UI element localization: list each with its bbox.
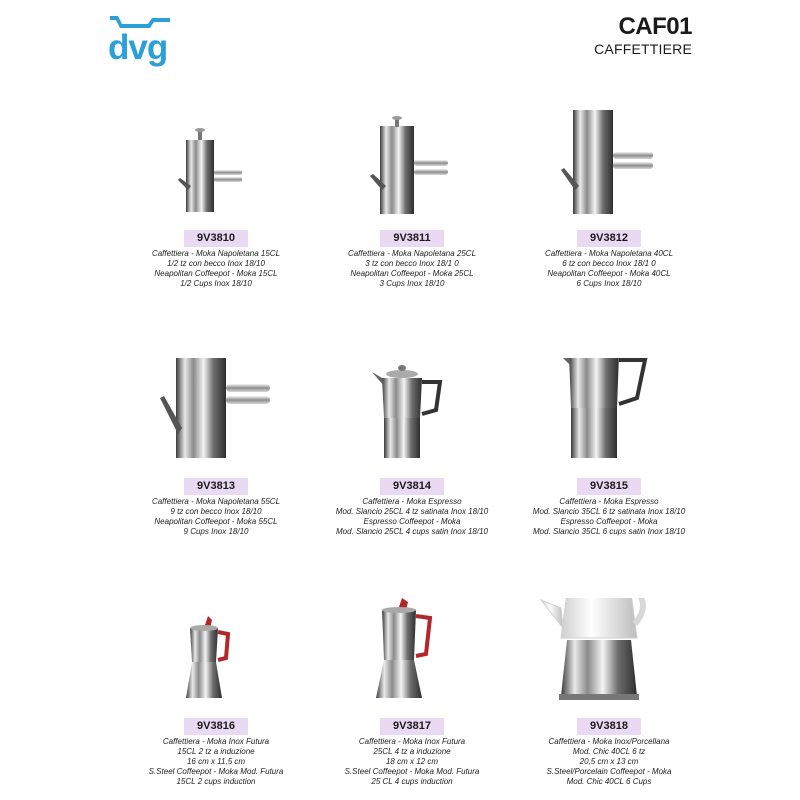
description-line: Caffettiera - Moka Inox/Porcellana: [548, 737, 670, 746]
description-line: Neapolitan Coffeepot - Moka 55CL: [154, 517, 278, 526]
description-line: 9 Cups Inox 18/10: [183, 527, 249, 536]
description-line: 16 cm x 11,5 cm: [186, 757, 246, 766]
description-line: 1/2 Cups Inox 18/10: [180, 279, 252, 288]
description-line: Mod. Slancio 25CL 4 cups satin Inox 18/10: [336, 527, 488, 536]
product-code: 9V3813: [184, 478, 248, 495]
description-line: Caffettiera - Moka Espresso: [362, 497, 462, 506]
product-code: 9V3810: [184, 230, 248, 247]
description-line: 18 cm x 12 cm: [385, 757, 438, 766]
description-line: 6 tz con becco Inox 18/1 0: [562, 259, 656, 268]
moka-chic-porcelain-image: [489, 598, 729, 718]
description-line: S.Steel Coffeepot - Moka Mod. Futura: [344, 767, 480, 776]
product-card-9v3815: [489, 358, 729, 537]
description-line: 20,5 cm x 13 cm: [579, 757, 639, 766]
description-line: Espresso Coffeepot - Moka: [560, 517, 658, 526]
product-description: [489, 497, 729, 537]
description-line: Caffettiera - Moka Inox Futura: [358, 737, 466, 746]
description-line: Mod. Slancio 35CL 6 cups satin Inox 18/10: [533, 527, 685, 536]
description-line: Espresso Coffeepot - Moka: [363, 517, 461, 526]
description-line: 3 tz con becco Inox 18/1 0: [365, 259, 459, 268]
description-line: 9 tz con becco Inox 18/10: [170, 507, 262, 516]
description-line: S.Steel Coffeepot - Moka Mod. Futura: [148, 767, 284, 776]
product-card-9v3818: [489, 598, 729, 787]
description-line: Neapolitan Coffeepot - Moka 15CL: [154, 269, 278, 278]
description-line: Mod. Slancio 25CL 4 tz satinata Inox 18/10: [335, 507, 489, 516]
product-code: 9V3817: [380, 718, 444, 735]
neapolitan-coffeepot-large-image: [489, 110, 729, 230]
description-line: Mod. Chic 40CL 6 Cups: [566, 777, 652, 786]
product-code: 9V3816: [184, 718, 248, 735]
brand-logo: [108, 14, 174, 68]
description-line: 6 Cups Inox 18/10: [576, 279, 642, 288]
description-line: 3 Cups Inox 18/10: [379, 279, 445, 288]
description-line: Mod. Slancio 35CL 6 tz satinata Inox 18/10: [532, 507, 686, 516]
description-line: Caffettiera - Moka Inox Futura: [162, 737, 270, 746]
description-line: Caffettiera - Moka Napoletana 25CL: [347, 249, 477, 258]
product-code: 9V3818: [577, 718, 641, 735]
description-line: Caffettiera - Moka Napoletana 15CL: [151, 249, 281, 258]
product-code: 9V3812: [577, 230, 641, 247]
description-line: 15CL 2 cups induction: [176, 777, 256, 786]
catalog-code: CAF01: [618, 13, 692, 40]
description-line: 25 CL 4 cups induction: [371, 777, 453, 786]
description-line: Neapolitan Coffeepot - Moka 25CL: [350, 269, 474, 278]
description-line: S.Steel/Porcelain Coffeepot - Moka: [546, 767, 672, 776]
espresso-moka-slancio-35cl-image: [489, 358, 729, 478]
product-description: [489, 737, 729, 787]
product-code: 9V3815: [577, 478, 641, 495]
brand-name: dvg: [108, 28, 168, 67]
product-code: 9V3814: [380, 478, 444, 495]
product-card-9v3812: [489, 110, 729, 289]
product-code: 9V3811: [380, 230, 444, 247]
description-line: 15CL 2 tz a induzione: [177, 747, 255, 756]
catalog-header: [594, 14, 692, 58]
catalog-title: CAFFETTIERE: [594, 41, 692, 57]
description-line: Mod. Chic 40CL 6 tz: [572, 747, 646, 756]
product-description: [489, 249, 729, 289]
description-line: Caffettiera - Moka Napoletana 40CL: [544, 249, 674, 258]
description-line: 25CL 4 tz a induzione: [373, 747, 451, 756]
description-line: Caffettiera - Moka Espresso: [559, 497, 659, 506]
description-line: 1/2 tz con becco Inox 18/10: [167, 259, 265, 268]
description-line: Neapolitan Coffeepot - Moka 40CL: [547, 269, 671, 278]
description-line: Caffettiera - Moka Napoletana 55CL: [151, 497, 281, 506]
